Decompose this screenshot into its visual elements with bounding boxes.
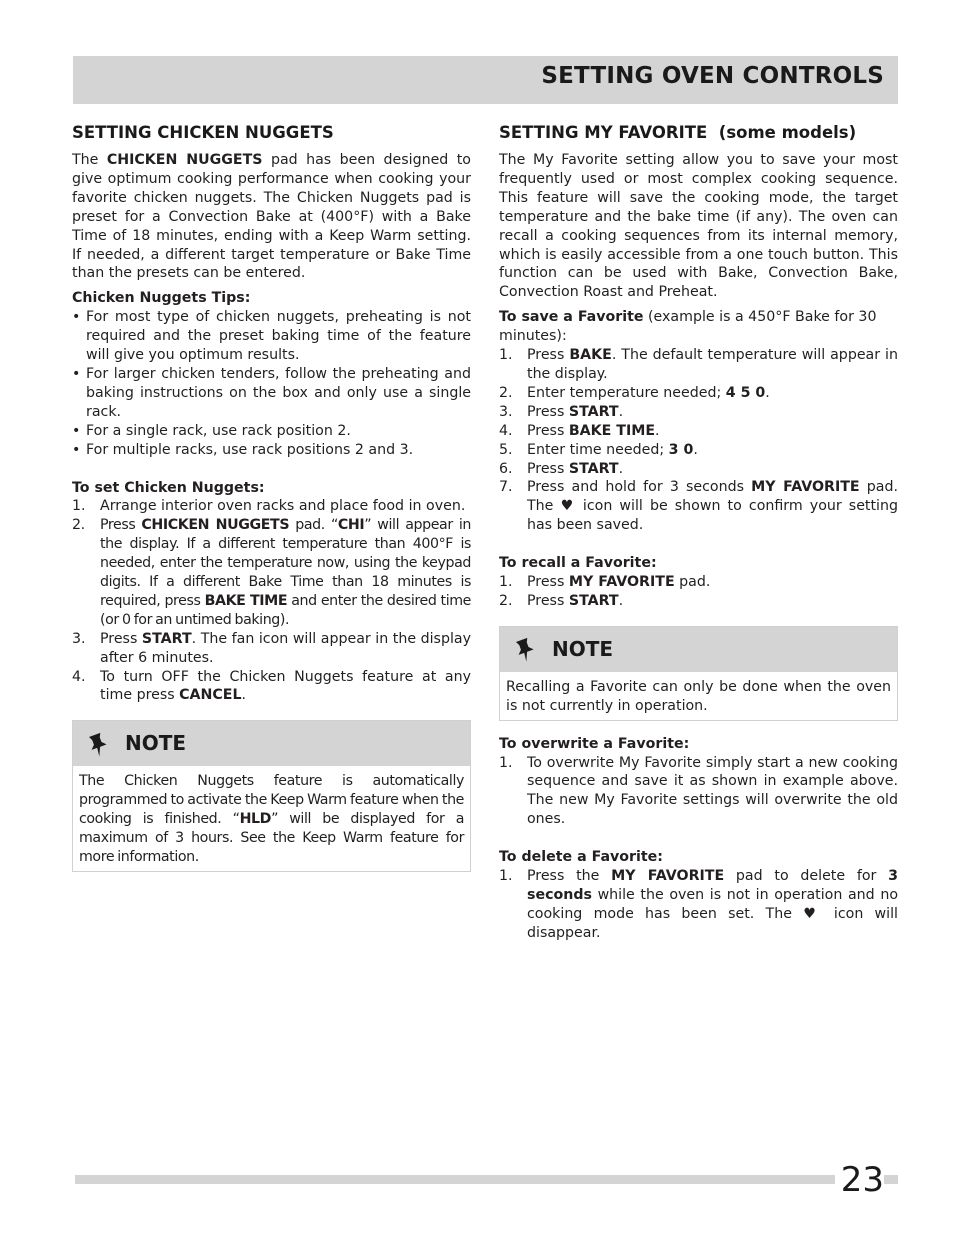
save-favorite-steps [499, 346, 898, 535]
overwrite-favorite-steps [499, 754, 898, 830]
recall-favorite-steps [499, 573, 898, 611]
intro-bold: CHICKEN NUGGETS [106, 152, 263, 168]
step-number: 2. [499, 384, 513, 401]
overwrite-favorite-heading: To overwrite a Favorite: [499, 735, 690, 752]
note-body: The Chicken Nuggets feature is automatically programmed to activate the Keep Warm feature when the cooking is finished. “HLD” will be displayed for a maximum of 3 hours. See the Keep Warm feature for more information. [79, 773, 464, 865]
bold-term: START [568, 460, 619, 477]
step-number: 3. [499, 403, 513, 420]
save-favorite-heading [499, 308, 898, 346]
right-column [499, 121, 898, 943]
bold-term: MY FAVORITE [751, 479, 860, 496]
step-item: 2. Press CHICKEN NUGGETS pad. “CHI” will appear in the display. If a different temperature than 400°F is needed, enter the temperature now, using the keypad digits. If a different Bake Time than 18 minutes is required, press BAKE TIME and enter the desired time (or 0 for an untimed baking). [72, 517, 471, 628]
intro-text: The [72, 152, 107, 168]
step-item: 4. Press BAKE TIME. [499, 422, 660, 439]
tip-item: • For multiple racks, use rack positions 2 and 3. [72, 441, 471, 460]
set-nuggets-heading: To set Chicken Nuggets: [72, 479, 265, 496]
bold-term: BAKE TIME [568, 422, 656, 439]
bold-term: CHI [337, 517, 365, 534]
bold-term: START [568, 403, 619, 420]
save-heading-rest: (example is a 450°F Bake for 30 minutes): [499, 309, 877, 345]
step-number: 4. [72, 668, 86, 685]
step-number: 1. [499, 347, 513, 364]
step-item: 5. Enter time needed; 3 0. [499, 441, 698, 458]
note-header [73, 721, 470, 766]
step-number: 4. [499, 422, 513, 439]
step-item: 3. Press START. [499, 403, 624, 420]
step-item: 1. Press the MY FAVORITE pad to delete for 3 seconds while the oven is not in operation and no cooking mode has been set. The ♥ icon will disappear. [499, 868, 898, 941]
step-item: 3. Press START. The fan icon will appear in the display after 6 minutes. [72, 630, 471, 666]
step-number: 6. [499, 460, 513, 477]
note-title: NOTE [125, 731, 187, 756]
bold-term: MY FAVORITE [568, 574, 675, 591]
step-item: 4. To turn OFF the Chicken Nuggets feature at any time press CANCEL. [72, 668, 471, 704]
left-column [72, 121, 471, 872]
bold-term: 4 5 0 [725, 384, 766, 401]
page-title: SETTING OVEN CONTROLS [541, 63, 884, 89]
pushpin-icon [87, 730, 111, 758]
step-item: 2. Press START. [499, 592, 624, 609]
bold-term: 3 seconds [527, 868, 898, 903]
step-number: 7. [499, 479, 513, 496]
step-item: 1. Arrange interior oven racks and place food in oven. [72, 498, 466, 515]
step-item: 7. Press and hold for 3 seconds MY FAVORITE pad. The ♥ icon will be shown to confirm your setting has been saved. [499, 479, 898, 534]
bold-term: BAKE [569, 347, 612, 364]
step-number: 1. [499, 754, 513, 771]
page-header-bar [73, 56, 898, 104]
bold-term: CANCEL [179, 687, 242, 704]
bold-term: 3 0 [668, 441, 694, 458]
bold-term: CHICKEN NUGGETS [141, 517, 290, 534]
bold-term: BAKE TIME [204, 592, 288, 609]
bold-term: MY FAVORITE [611, 868, 725, 885]
note-title: NOTE [552, 636, 614, 661]
step-item: 1. Press BAKE. The default temperature will appear in the display. [499, 347, 898, 382]
step-number: 2. [499, 592, 513, 609]
tips-list [72, 308, 471, 459]
tip-item: • For a single rack, use rack position 2. [72, 422, 471, 441]
recall-favorite-heading: To recall a Favorite: [499, 555, 657, 572]
step-number: 1. [499, 868, 513, 885]
note-body: Recalling a Favorite can only be done when the oven is not currently in operation. [506, 678, 891, 714]
chicken-nuggets-intro [72, 151, 471, 283]
bold-term: START [141, 630, 192, 647]
nuggets-note [72, 720, 471, 872]
step-number: 2. [72, 517, 85, 534]
step-number: 1. [72, 498, 86, 515]
note-header [500, 627, 897, 672]
chicken-nuggets-heading: SETTING CHICKEN NUGGETS [72, 123, 334, 142]
step-number: 1. [499, 574, 513, 591]
step-item: 2. Enter temperature needed; 4 5 0. [499, 384, 770, 401]
step-number: 3. [72, 630, 86, 647]
delete-favorite-steps [499, 867, 898, 943]
set-nuggets-steps [72, 497, 471, 705]
tip-item: • For larger chicken tenders, follow the preheating and baking instructions on the box and only use a single rack. [72, 365, 471, 422]
save-heading-bold: To save a Favorite [499, 309, 644, 326]
step-item: 1. To overwrite My Favorite simply start a new cooking sequence and save it as shown in example above. The new My Favorite settings will overwrite the old ones. [499, 754, 898, 828]
favorite-note [499, 626, 898, 721]
tips-heading: Chicken Nuggets Tips: [72, 290, 251, 307]
page-number: 23 [835, 1160, 884, 1200]
my-favorite-intro: The My Favorite setting allow you to save your most frequently used or most complex cooking sequence. This feature will save the cooking mode, the target temperature and the bake time (if any). The oven can recall a cooking sequences from its internal memory, which is easily accessible from a one touch button. This function can be used with Bake, Convection Bake, Convection Roast and Preheat. [499, 152, 898, 301]
step-item: 6. Press START. [499, 460, 624, 477]
step-number: 5. [499, 441, 513, 458]
my-favorite-heading: SETTING MY FAVORITE (some models) [499, 123, 857, 142]
pushpin-icon [514, 635, 538, 663]
intro-text-rest: pad has been designed to give optimum cooking performance when cooking your favorite chicken nuggets. The Chicken Nuggets pad is preset for a Convection Bake at (400°F) with a Bake Time of 18 minutes, ending with a Keep Warm setting. If needed, a different target temperature or Bake Time than the presets can be entered. [72, 152, 471, 282]
footer-bar [75, 1175, 898, 1184]
delete-favorite-heading: To delete a Favorite: [499, 849, 663, 866]
step-item: 1. Press MY FAVORITE pad. [499, 574, 711, 591]
tip-item: • For most type of chicken nuggets, preheating is not required and the preset baking time of the feature will give you optimum results. [72, 308, 471, 365]
bold-term: START [568, 592, 619, 609]
bold-term: HLD [239, 811, 272, 828]
